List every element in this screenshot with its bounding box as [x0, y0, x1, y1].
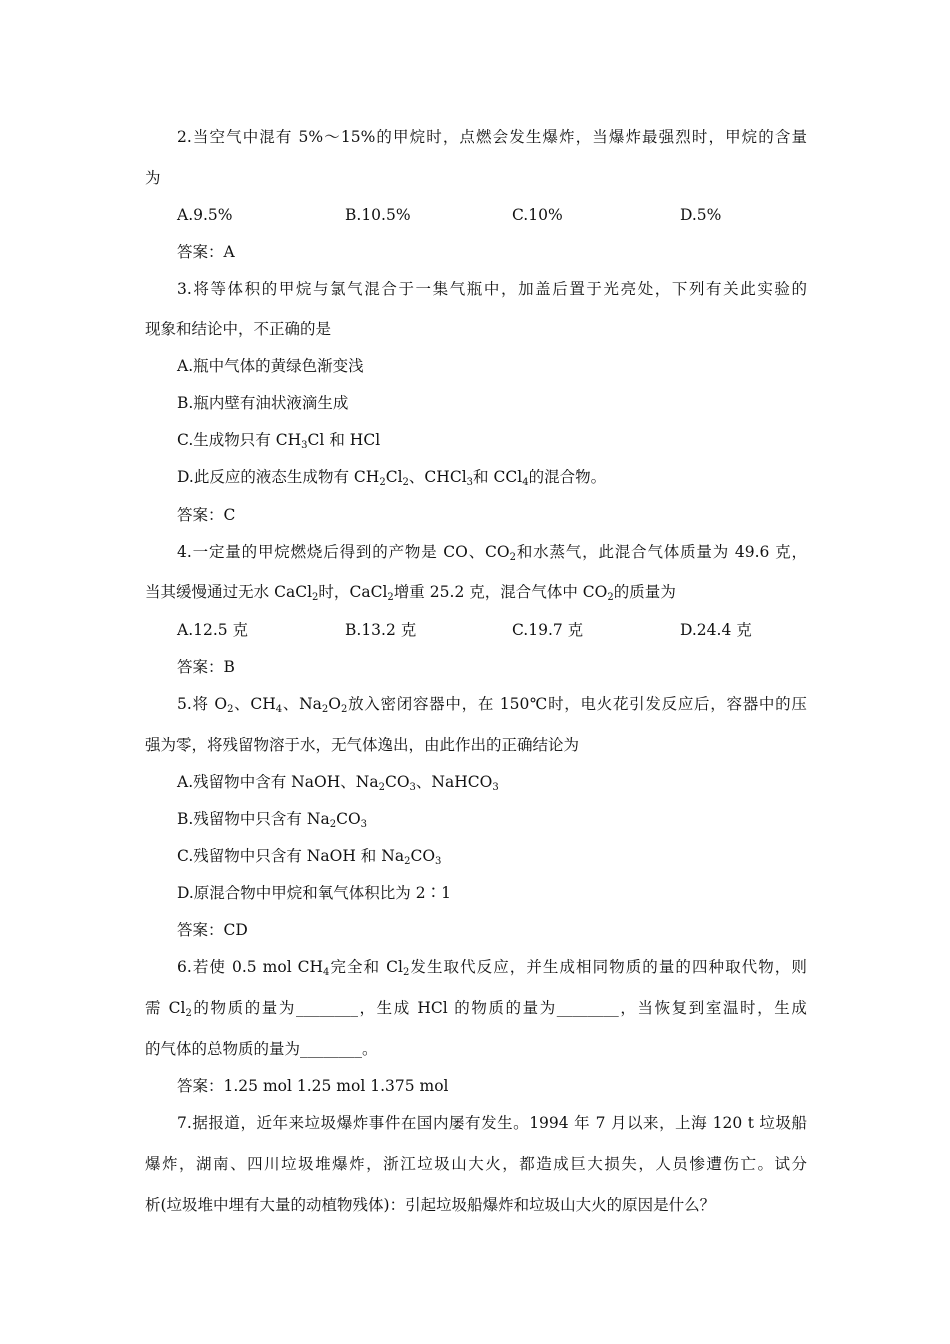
q4-option-b: B.13.2 克: [345, 621, 417, 639]
q2-option-a: A.9.5%: [177, 206, 233, 224]
q4-option-d: D.24.4 克: [680, 621, 752, 639]
q2-stem-line1: 2.当空气中混有 5%～15%的甲烷时，点燃会发生爆炸，当爆炸最强烈时，甲烷的含量: [177, 128, 807, 146]
q3-stem-line1: 3.将等体积的甲烷与氯气混合于一集气瓶中，加盖后置于光亮处，下列有关此实验的: [177, 280, 807, 298]
q4-stem-line1: 4.一定量的甲烷燃烧后得到的产物是 CO、$CO_2$和水蒸气，此混合气体质量为 49.6 克，: [177, 543, 807, 563]
q4-option-a: A.12.5 克: [177, 621, 249, 639]
q6-stem-line3: 的气体的总物质的量为________。: [145, 1040, 378, 1058]
q5-stem-line1: 5.将 $O_2$、$CH_4$、$Na_2O_2$放入密闭容器中，在 150℃时，电火花引发反应后，容器中的压: [177, 695, 807, 715]
q2-option-d: D.5%: [680, 206, 722, 224]
q6-stem-line1: 6.若使 0.5 mol $CH_4$完全和 $Cl_2$发生取代反应，并生成相同物质的量的四种取代物，则: [177, 958, 807, 978]
q6-stem-line2: 需 $Cl_2$的物质的量为________，生成 HCl 的物质的量为________，当恢复到室温时，生成: [145, 999, 807, 1019]
q7-stem-line1: 7.据报道，近年来垃圾爆炸事件在国内屡有发生。1994 年 7 月以来，上海 120 t 垃圾船: [177, 1114, 807, 1132]
q5-option-c: C.残留物中只含有 NaOH 和 $Na_2CO_3$: [177, 847, 442, 867]
q7-stem-line3: 析(垃圾堆中埋有大量的动植物残体)：引起垃圾船爆炸和垃圾山大火的原因是什么？: [145, 1196, 716, 1214]
q5-stem-line2: 强为零，将残留物溶于水，无气体逸出，由此作出的正确结论为: [145, 736, 580, 754]
q3-option-b: B.瓶内壁有油状液滴生成: [177, 394, 349, 412]
q3-option-c: C.生成物只有 $CH_3Cl$ 和 HCl: [177, 431, 381, 451]
q4-stem-line2: 当其缓慢通过无水 CaCl$_2$时，CaCl$_2$增重 25.2 克，混合气体中 $CO_2$的质量为: [145, 583, 676, 603]
q3-answer: 答案：C: [177, 506, 236, 524]
q4-option-c: C.19.7 克: [512, 621, 584, 639]
q5-answer: 答案：CD: [177, 921, 248, 939]
q5-option-d: D.原混合物中甲烷和氧气体积比为 2∶1: [177, 884, 451, 902]
q2-option-b: B.10.5%: [345, 206, 411, 224]
q3-option-a: A.瓶中气体的黄绿色渐变浅: [177, 357, 364, 375]
q3-option-d: D.此反应的液态生成物有 $CH_2Cl_2$、CHCl$_3$和 CCl$_4$的混合物。: [177, 468, 607, 488]
q2-answer: 答案：A: [177, 243, 235, 261]
q6-answer: 答案：1.25 mol 1.25 mol 1.375 mol: [177, 1077, 449, 1095]
q7-stem-line2: 爆炸，湖南、四川垃圾堆爆炸，浙江垃圾山大火，都造成巨大损失，人员惨遭伤亡。试分: [145, 1155, 807, 1173]
q5-option-a: A.残留物中含有 NaOH、$Na_2CO_3$、NaHCO$_3$: [177, 773, 499, 793]
q4-answer: 答案：B: [177, 658, 235, 676]
q3-stem-line2: 现象和结论中，不正确的是: [145, 320, 332, 338]
q2-stem-line2: 为: [145, 169, 161, 187]
q5-option-b: B.残留物中只含有 $Na_2CO_3$: [177, 810, 368, 830]
q2-option-c: C.10%: [512, 206, 563, 224]
